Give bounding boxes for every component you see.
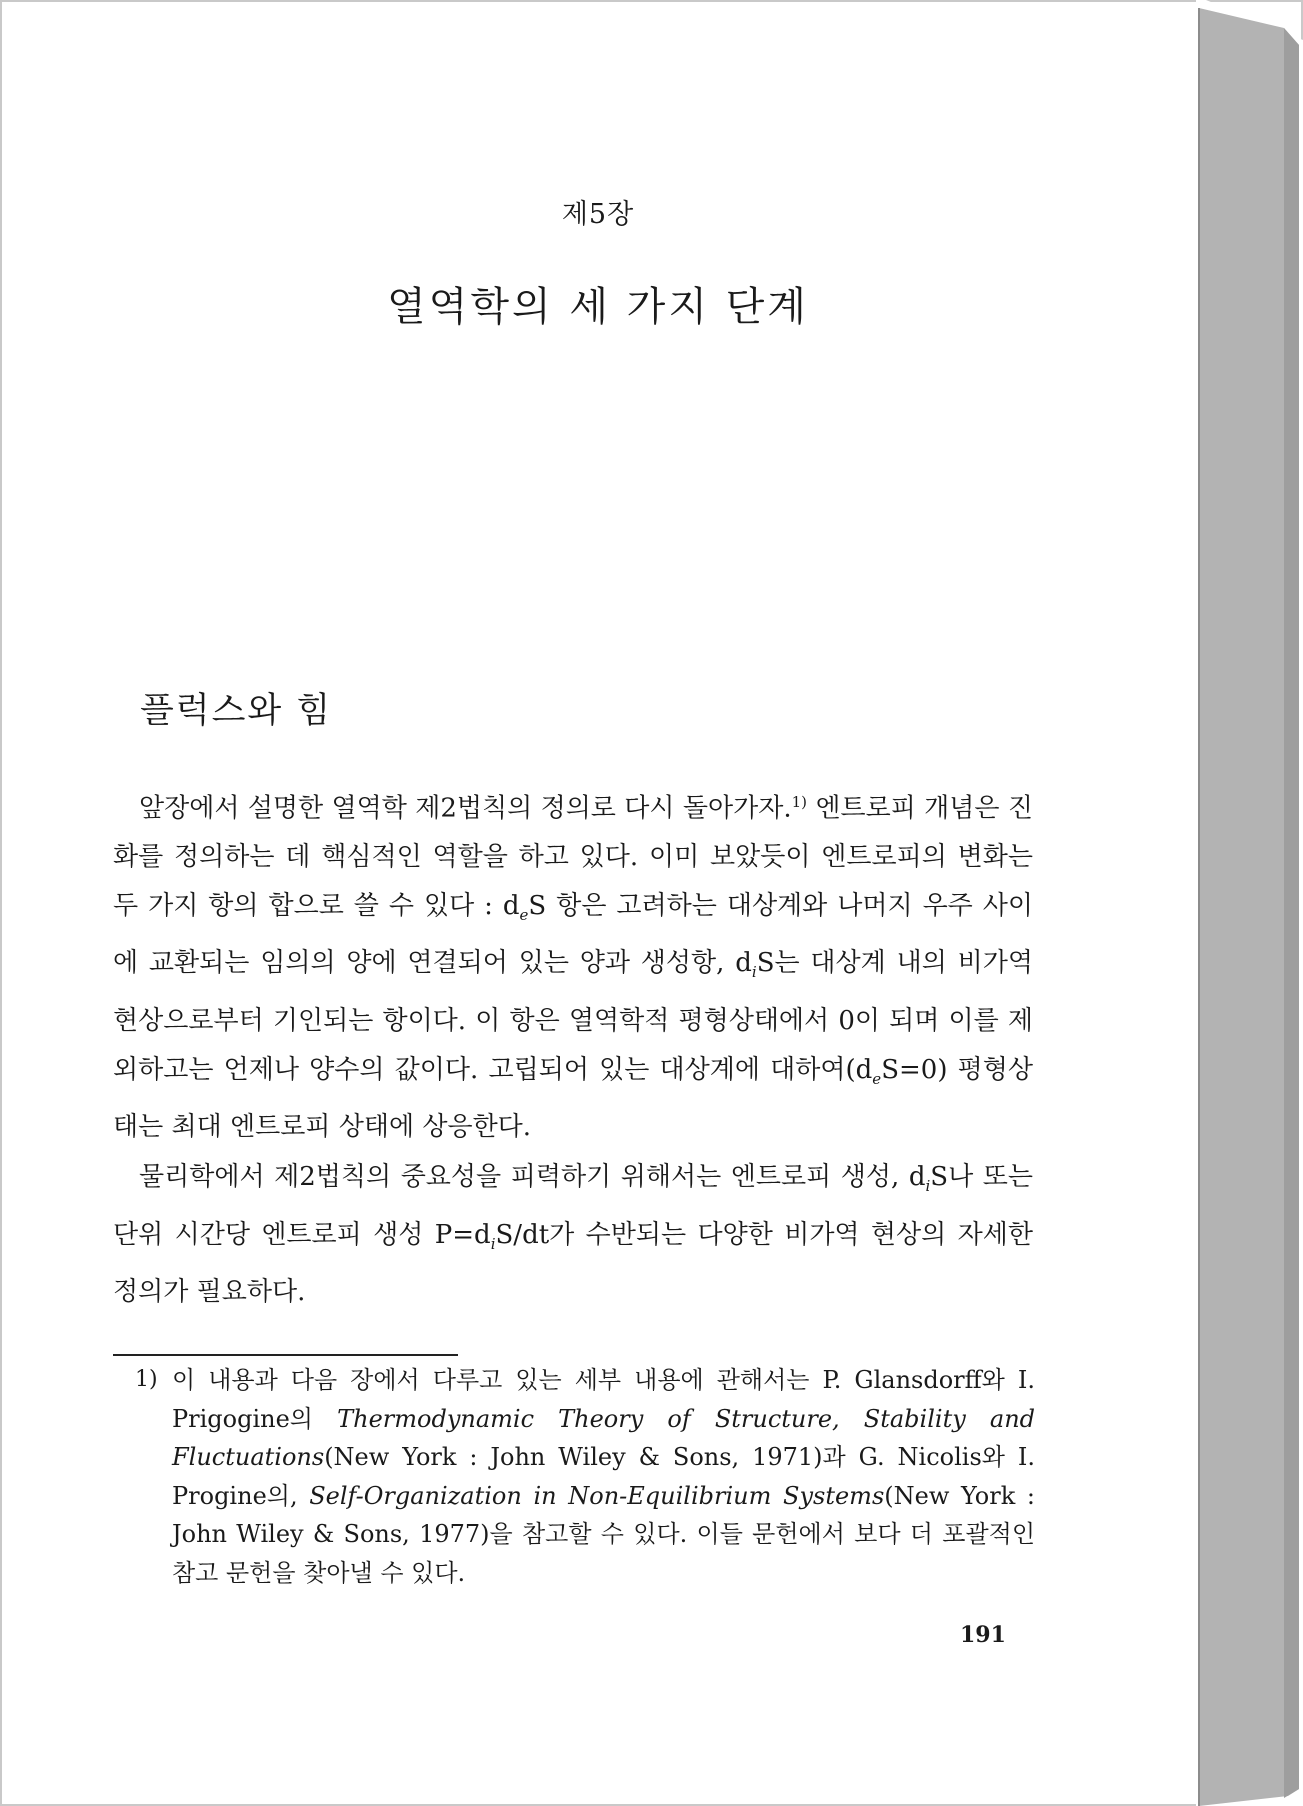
book-page-edge bbox=[1196, 0, 1303, 1806]
footnote bbox=[135, 1361, 1035, 1592]
footnote-divider bbox=[113, 1354, 458, 1356]
footnote-text: 이 내용과 다음 장에서 다루고 있는 세부 내용에 관해서는 P. Glansdorff와 I. Prigogine의 Thermodynamic Theory of Structure, Stability and Fluctuations(New York : John Wiley & Sons, 1971)과 G. Nicolis와 I. Progine의, Self-Organization in Non-Equilibrium Systems(New York : John Wiley & Sons, 1977)을 참고할 수 있다. 이들 문헌에서 보다 더 포괄적인 참고 문헌을 찾아낼 수 있다. bbox=[172, 1366, 1036, 1587]
body-paragraph-2: 물리학에서 제2법칙의 중요성을 피력하기 위해서는 엔트로피 생성, $d_iS$나 또는 단위 시간당 엔트로피 생성 $P=d_iS/dt$가 수반되는 다양한 비가역 현상의 자세한 정의가 필요하다. bbox=[113, 1162, 1033, 1308]
body-paragraph-1: 앞장에서 설명한 열역학 제2법칙의 정의로 다시 돌아가자.$^{1)}$ 엔트로피 개념은 진화를 정의하는 데 핵심적인 역할을 하고 있다. 이미 보았듯이 엔트로피의 변화는 두 가지 항의 합으로 쓸 수 있다 : $d_eS$ 항은 고려하는 대상계와 나머지 우주 사이에 교환되는 임의의 양에 연결되어 있는 양과 생성항, $d_iS$는 대상계 내의 비가역 현상으로부터 기인되는 항이다. 이 항은 열역학적 평형상태에서 0이 되며 이를 제외하고는 언제나 양수의 값이다. 고립되어 있는 대상계에 대하여$(d_eS=0)$ 평형상태는 최대 엔트로피 상태에 상응한다. bbox=[113, 793, 1033, 1143]
page-number: 191 bbox=[960, 1622, 1006, 1648]
chapter-label: 제5장 bbox=[561, 199, 635, 230]
footnote-mark: 1) bbox=[135, 1367, 158, 1392]
section-heading: 플럭스와 힘 bbox=[140, 691, 333, 731]
footnote-ref: 1) bbox=[791, 793, 807, 811]
chapter-title: 열역학의 세 가지 단계 bbox=[387, 284, 809, 330]
